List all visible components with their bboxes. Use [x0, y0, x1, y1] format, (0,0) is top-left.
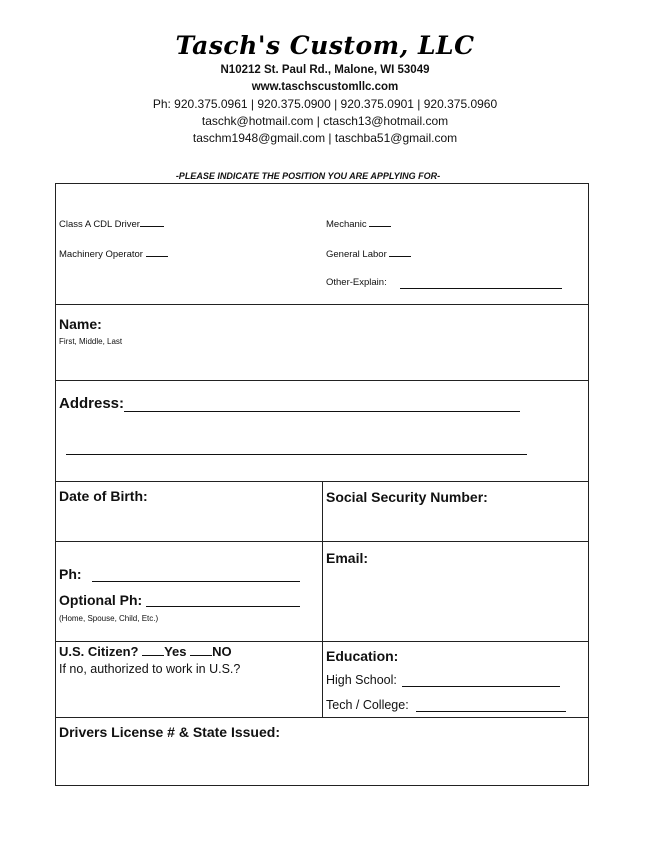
position-machinery-operator[interactable] [59, 246, 168, 260]
company-address: N10212 St. Paul Rd., Malone, WI 53049 [220, 64, 430, 76]
company-phones: Ph: 920.375.0961 | 920.375.0900 | 920.375.0901 | 920.375.0960 [152, 97, 498, 111]
company-emails-2: taschm1948@gmail.com | taschba51@gmail.com [192, 131, 458, 145]
divider-name [56, 380, 588, 381]
company-logo: Tasch's Custom, LLC [175, 31, 475, 60]
citizen-yes-blank[interactable] [142, 645, 164, 656]
email-label: Email: [326, 550, 369, 566]
citizen-authorized: If no, authorized to work in U.S.? [59, 662, 241, 676]
position-cdl-driver-label: Class A CDL Driver [59, 219, 140, 230]
position-cdl-driver[interactable] [59, 216, 164, 230]
education-label: Education: [326, 648, 399, 664]
citizen-label: U.S. Citizen? [59, 644, 139, 659]
letterhead [0, 30, 650, 147]
tech-college-line[interactable] [416, 711, 566, 712]
position-general-labor-label: General Labor [326, 249, 387, 260]
position-mechanic-label: Mechanic [326, 219, 367, 230]
citizen-yes-label: Yes [164, 644, 187, 659]
dob-label: Date of Birth: [59, 488, 148, 504]
position-other [326, 277, 387, 288]
position-general-labor-blank[interactable] [389, 246, 411, 257]
address-line-2[interactable] [66, 454, 527, 455]
optional-phone-hint: (Home, Spouse, Child, Etc.) [59, 614, 159, 623]
ssn-label: Social Security Number: [326, 489, 488, 505]
position-mechanic[interactable] [326, 216, 391, 230]
tech-college-label: Tech / College: [326, 698, 409, 712]
name-hint: First, Middle, Last [59, 337, 123, 346]
citizen-question [59, 644, 232, 659]
license-label: Drivers License # & State Issued: [59, 724, 280, 740]
position-machinery-operator-blank[interactable] [146, 246, 168, 257]
address-label: Address: [59, 395, 125, 412]
name-label: Name: [59, 316, 102, 332]
citizen-no-label: NO [212, 644, 232, 659]
position-machinery-operator-label: Machinery Operator [59, 249, 143, 260]
optional-phone-label: Optional Ph: [59, 592, 143, 608]
high-school-label: High School: [326, 673, 397, 687]
phone-label: Ph: [59, 566, 82, 582]
divider-vertical [322, 481, 323, 717]
position-cdl-driver-blank[interactable] [140, 216, 164, 227]
position-other-line[interactable] [400, 288, 562, 289]
position-general-labor[interactable] [326, 246, 411, 260]
divider-citizen [56, 717, 588, 718]
citizen-no-blank[interactable] [190, 645, 212, 656]
address-line-1[interactable] [124, 411, 520, 412]
position-other-label: Other-Explain: [326, 277, 387, 288]
position-mechanic-blank[interactable] [369, 216, 391, 227]
phone-line[interactable] [92, 581, 300, 582]
application-form [55, 183, 589, 786]
company-website: www.taschscustomllc.com [251, 81, 399, 93]
optional-phone-line[interactable] [146, 606, 300, 607]
position-section-title: -PLEASE INDICATE THE POSITION YOU ARE APPLYING FOR- [175, 171, 441, 181]
company-emails-1: taschk@hotmail.com | ctasch13@hotmail.com [201, 114, 449, 128]
divider-positions [56, 304, 588, 305]
high-school-line[interactable] [402, 686, 560, 687]
